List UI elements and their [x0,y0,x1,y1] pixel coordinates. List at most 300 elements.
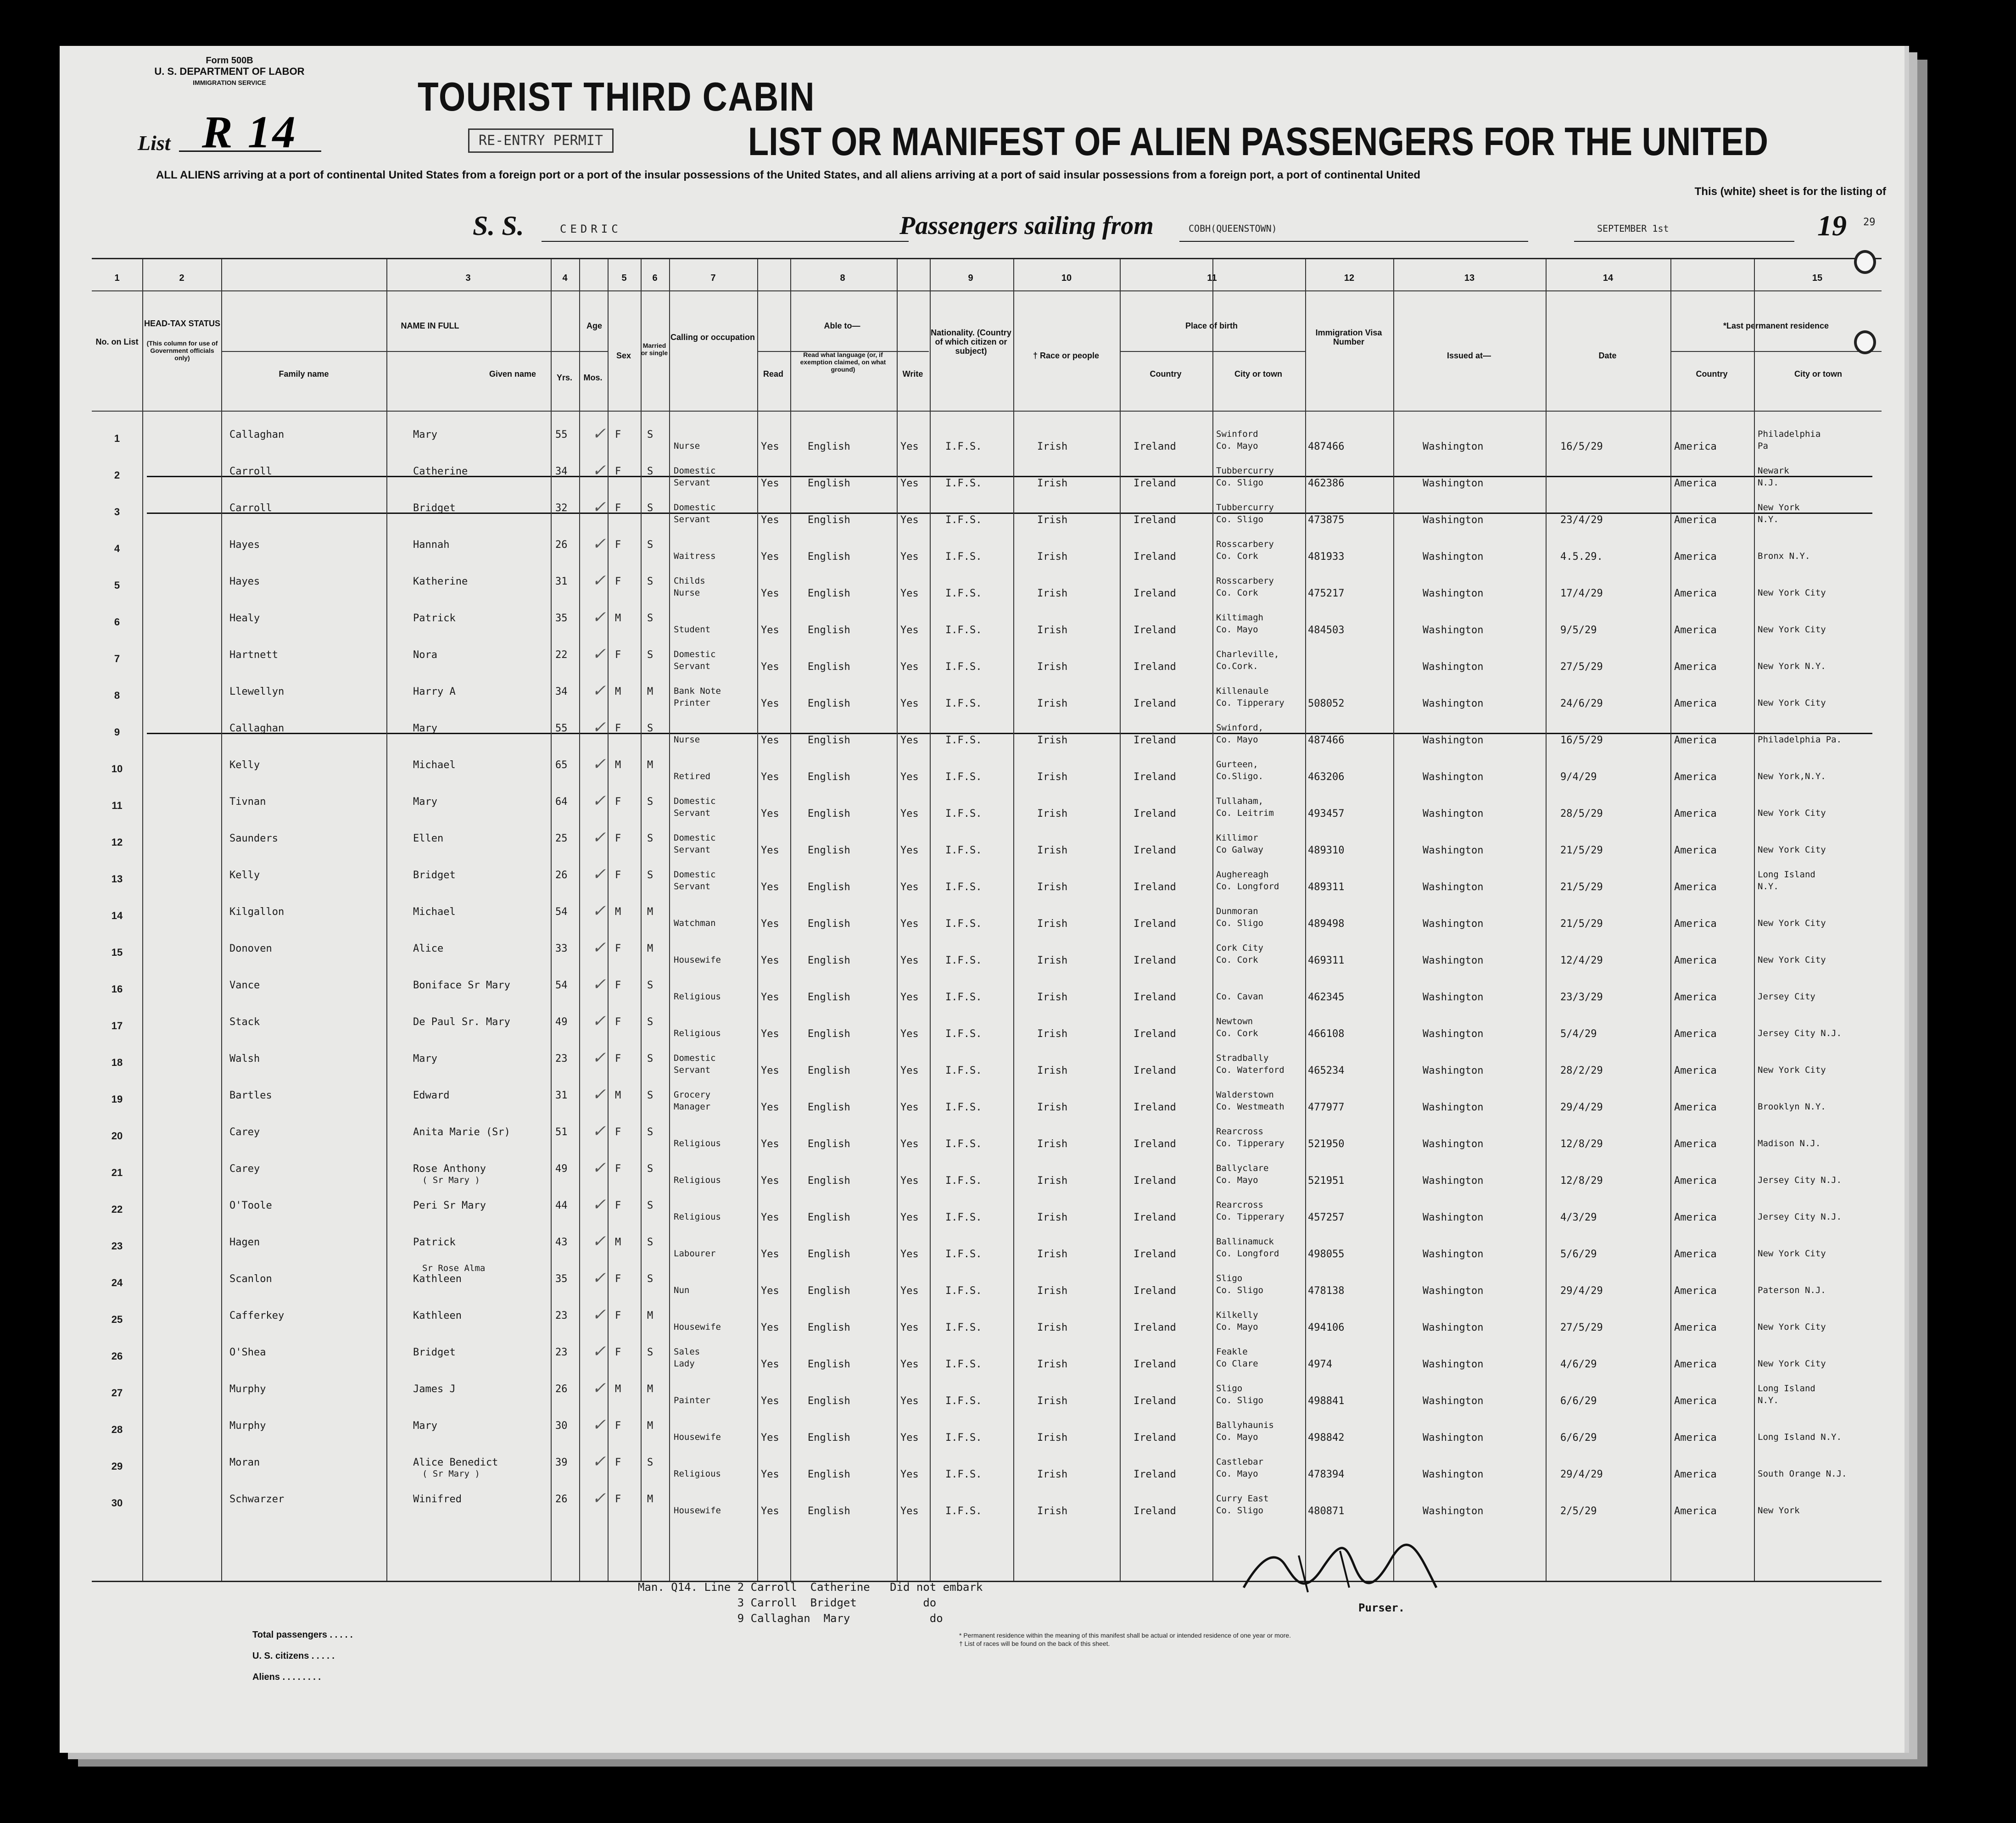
cell-sex: F [615,502,621,514]
cell-ms: S [647,1126,653,1138]
cell-visa: 466108 [1308,1028,1345,1040]
cell-date: 21/5/29 [1560,845,1603,856]
cell-age: 55 [555,429,568,440]
cell-city2: Co. Sligo [1216,1505,1263,1516]
cell-given: Patrick [413,1237,456,1248]
cell-occ2: Housewife [674,955,721,965]
cell-no: 19 [111,1093,123,1105]
column-rule [142,259,143,1581]
cell-sex: F [615,1347,621,1358]
cell-date: 27/5/29 [1560,661,1603,673]
cell-country: Ireland [1134,1175,1176,1187]
subheader-rule [757,351,929,352]
cell-city1: Stradbally [1216,1053,1269,1063]
cell-given: Mary [413,723,437,734]
cell-ms: S [647,539,653,551]
cell-race: Irish [1037,551,1068,563]
cell-issued: Washington [1423,624,1484,636]
cell-rcountry: America [1674,441,1717,452]
cell-rcountry: America [1674,1249,1717,1260]
cell-occ2: Nurse [674,588,700,598]
cell-date: 12/8/29 [1560,1175,1603,1187]
cell-occ2: Religious [674,1469,721,1479]
cell-race: Irish [1037,624,1068,636]
cell-issued: Washington [1423,1359,1484,1370]
cell-visa: 498841 [1308,1395,1345,1407]
department: U. S. DEPARTMENT OF LABOR [154,66,305,77]
cell-occ2: Manager [674,1102,711,1112]
cell-rcity2: New York,N.Y. [1758,771,1826,781]
cell-ms: M [647,1310,653,1321]
cell-occ1: Childs [674,576,705,586]
cell-family: Kelly [229,759,260,771]
cell-write: Yes [900,1028,919,1040]
cell-rcity2: New York [1758,1505,1800,1516]
cell-read: Yes [761,771,779,783]
cell-write: Yes [900,808,919,820]
column-rule [1546,259,1547,1581]
cell-rcity2: South Orange N.J. [1758,1469,1847,1479]
us-citizens-label: U. S. citizens . . . . . [252,1651,335,1661]
cell-rcountry: America [1674,1322,1717,1333]
cell-city1: Feakle [1216,1347,1248,1357]
cell-sex: M [615,906,621,918]
column-number: 6 [652,273,658,283]
cell-no: 28 [111,1424,123,1435]
cell-read: Yes [761,1028,779,1040]
cell-write: Yes [900,1322,919,1333]
cell-given: Edward [413,1090,450,1101]
cell-age: 23 [555,1310,568,1321]
cell-occ2: Servant [674,661,711,671]
cell-nat: I.F.S. [945,661,982,673]
cell-lang: English [808,881,850,893]
embark-note-line-3: 9 Callaghan Mary do [638,1612,943,1625]
cell-country: Ireland [1134,588,1176,599]
cell-lang: English [808,918,850,930]
cell-nat: I.F.S. [945,1102,982,1113]
cell-race: Irish [1037,588,1068,599]
col-read-header: Read [763,369,783,379]
cell-country: Ireland [1134,1138,1176,1150]
check-mark: ✓ [592,1195,606,1214]
cell-read: Yes [761,1249,779,1260]
cell-ms: S [647,502,653,514]
cell-issued: Washington [1423,551,1484,563]
passenger-row [92,1264,1882,1300]
check-mark: ✓ [592,1416,606,1434]
cell-city2: Co. Tipperary [1216,1212,1284,1222]
cell-issued: Washington [1423,1102,1484,1113]
cell-sex: F [615,1310,621,1321]
cell-ms: S [647,1016,653,1028]
cell-rcity2: Philadelphia Pa. [1758,735,1842,745]
check-mark: ✓ [592,571,606,590]
column-rule [579,259,580,1581]
cell-read: Yes [761,624,779,636]
cell-date: 21/5/29 [1560,918,1603,930]
cell-race: Irish [1037,1175,1068,1187]
sailing-label: Passengers sailing from [899,212,1154,240]
column-number: 13 [1464,273,1475,283]
passenger-row [92,1227,1882,1264]
cell-read: Yes [761,992,779,1003]
cell-no: 22 [111,1204,123,1215]
cell-visa: 489311 [1308,881,1345,893]
cell-date: 16/5/29 [1560,735,1603,746]
cell-family: Hagen [229,1237,260,1248]
cell-visa: 487466 [1308,735,1345,746]
column-rule [551,259,552,1581]
cell-sex: M [615,686,621,697]
cell-sex: F [615,1457,621,1468]
cell-write: Yes [900,1432,919,1444]
cell-sex: F [615,1200,621,1211]
cell-no: 27 [111,1387,123,1399]
cell-rcity2: New York City [1758,918,1826,928]
check-mark: ✓ [592,865,606,884]
check-mark: ✓ [592,535,606,553]
cell-visa: 477977 [1308,1102,1345,1113]
cell-race: Irish [1037,918,1068,930]
cell-lang: English [808,698,850,709]
cell-age: 54 [555,980,568,991]
cell-visa: 465234 [1308,1065,1345,1076]
subheader-rule [1670,351,1882,352]
cell-no: 3 [114,506,120,518]
cell-age: 49 [555,1016,568,1028]
cell-ms: S [647,649,653,661]
cell-nat: I.F.S. [945,1359,982,1370]
cell-visa: 489498 [1308,918,1345,930]
purser-label: Purser. [1358,1601,1405,1614]
cell-date: 6/6/29 [1560,1432,1597,1444]
cell-family: Moran [229,1457,260,1468]
cell-read: Yes [761,1138,779,1150]
col-visa-header: Immigration Visa Number [1315,328,1382,346]
cell-lang: English [808,1322,850,1333]
cell-visa: 4974 [1308,1359,1332,1370]
cell-sex: F [615,1053,621,1065]
cell-occ1: Domestic [674,870,716,880]
cell-read: Yes [761,881,779,893]
cell-occ2: Housewife [674,1322,721,1332]
cell-rcountry: America [1674,514,1717,526]
cell-read: Yes [761,1285,779,1297]
check-mark: ✓ [592,1159,606,1177]
col-mos-header: Mos. [583,373,603,382]
cell-country: Ireland [1134,1285,1176,1297]
cell-rcity2: New York City [1758,1249,1826,1259]
col-married-header: Married or single [641,342,668,357]
cell-city1: Kilkelly [1216,1310,1258,1320]
cell-write: Yes [900,1212,919,1223]
cell-given-2: ( Sr Mary ) [422,1175,480,1185]
column-rule [608,259,609,1581]
cell-issued: Washington [1423,1285,1484,1297]
subheader-rule [221,351,551,352]
cell-lang: English [808,441,850,452]
cell-issued: Washington [1423,1395,1484,1407]
cell-ms: S [647,723,653,734]
cell-city1: Kiltimagh [1216,613,1263,623]
cell-write: Yes [900,735,919,746]
cell-occ2: Servant [674,514,711,524]
col-write-header: Write [902,369,923,379]
header-rule [92,411,1882,412]
cell-write: Yes [900,992,919,1003]
cell-city2: Co. Longford [1216,881,1279,892]
cell-country: Ireland [1134,881,1176,893]
cell-age: 35 [555,613,568,624]
cell-city1: Rearcross [1216,1126,1263,1137]
cell-race: Irish [1037,1432,1068,1444]
cell-city2: Co. Leitrim [1216,808,1274,818]
footnotes [959,1631,1291,1648]
cell-date: 9/4/29 [1560,771,1597,783]
cell-visa: 457257 [1308,1212,1345,1223]
cell-lang: English [808,1249,850,1260]
passenger-row [92,420,1882,456]
cell-no: 6 [114,616,120,628]
cell-write: Yes [900,1469,919,1480]
cell-age: 34 [555,686,568,697]
cell-family: Kilgallon [229,906,285,918]
cell-rcity2: New York City [1758,808,1826,818]
cell-city2: Co. Mayo [1216,1432,1258,1442]
passenger-row [92,1191,1882,1227]
cell-city1: Ballyhaunis [1216,1420,1274,1430]
cell-lang: English [808,845,850,856]
cell-occ1: Domestic [674,1053,716,1063]
cell-race: Irish [1037,661,1068,673]
cell-rcountry: America [1674,1028,1717,1040]
cell-issued: Washington [1423,698,1484,709]
passenger-row [92,1007,1882,1043]
cell-occ2: Nun [674,1285,690,1295]
column-rule [1212,259,1213,1581]
cell-visa: 478138 [1308,1285,1345,1297]
cell-occ2: Student [674,624,711,635]
cell-lang: English [808,661,850,673]
check-mark: ✓ [592,1452,606,1471]
cell-write: Yes [900,845,919,856]
cell-family: Schwarzer [229,1494,285,1505]
cell-lang: English [808,1065,850,1076]
cell-given-2: ( Sr Mary ) [422,1469,480,1479]
cell-occ2: Religious [674,1212,721,1222]
col-issued-header: Issued at— [1446,351,1491,360]
col-headtax-note: (This column for use of Government officials only) [146,340,218,362]
check-mark: ✓ [592,1048,606,1067]
cell-no: 16 [111,983,123,995]
passenger-row [92,897,1882,933]
cell-issued: Washington [1423,992,1484,1003]
cell-rcity2: N.Y. [1758,1395,1779,1405]
manifest-subtitle-2: This (white) sheet is for the listing of [1694,185,1886,198]
cell-visa: 475217 [1308,588,1345,599]
cell-given: De Paul Sr. Mary [413,1016,510,1028]
cell-race: Irish [1037,441,1068,452]
passenger-row [92,640,1882,676]
cell-age: 54 [555,906,568,918]
cell-rcity2: Jersey City [1758,992,1815,1002]
passenger-row [92,493,1882,530]
cell-rcity1: Philadelphia [1758,429,1821,439]
cell-read: Yes [761,661,779,673]
cell-country: Ireland [1134,1432,1176,1444]
cell-lang: English [808,1212,850,1223]
cell-read: Yes [761,698,779,709]
cell-lang: English [808,1359,850,1370]
cell-city1: Newtown [1216,1016,1253,1026]
manifest-subtitle: ALL ALIENS arriving at a port of continental United States from a foreign port or a port of the insular possessions of the United States, and all aliens arriving at a port of said insular possessions from a foreign port, a port of continental United [156,169,1421,181]
cell-rcountry: America [1674,808,1717,820]
cell-read: Yes [761,441,779,452]
cell-race: Irish [1037,698,1068,709]
date-underline [1574,241,1794,242]
ss-label: S. S. [473,211,524,241]
cell-city1: Curry East [1216,1494,1269,1504]
column-number: 7 [710,273,716,283]
cell-country: Ireland [1134,1028,1176,1040]
cell-occ2: Religious [674,1175,721,1185]
cell-occ2: Printer [674,698,711,708]
cell-rcountry: America [1674,1065,1717,1076]
cell-write: Yes [900,1102,919,1113]
cell-write: Yes [900,771,919,783]
cell-family: O'Shea [229,1347,266,1358]
cell-age: 44 [555,1200,568,1211]
cell-occ2: Housewife [674,1505,721,1516]
cell-write: Yes [900,1138,919,1150]
cell-lang: English [808,1102,850,1113]
cell-issued: Washington [1423,441,1484,452]
cell-given: Mary [413,1053,437,1065]
cell-no: 8 [114,690,120,701]
cell-ms: M [647,1494,653,1505]
cell-rcountry: America [1674,1212,1717,1223]
cell-ms: M [647,686,653,697]
cell-no: 20 [111,1130,123,1142]
column-number: 4 [562,273,568,283]
cell-family: Cafferkey [229,1310,285,1321]
manifest-title: LIST OR MANIFEST OF ALIEN PASSENGERS FOR THE UNITED [748,120,1768,164]
cell-no: 2 [114,469,120,481]
cell-date: 2/5/29 [1560,1505,1597,1517]
sailing-date: SEPTEMBER 1st [1597,223,1669,234]
cell-rcity2: New York City [1758,624,1826,635]
cell-occ1: Domestic [674,833,716,843]
column-rule [897,259,898,1581]
cell-city2: Co.Sligo. [1216,771,1263,781]
cell-city2: Co.Cork. [1216,661,1258,671]
cell-read: Yes [761,735,779,746]
check-mark: ✓ [592,1269,606,1288]
cell-issued: Washington [1423,1138,1484,1150]
cell-age: 31 [555,576,568,587]
col-family-header: Family name [279,369,329,379]
cell-occ2: Servant [674,808,711,818]
cell-lang: English [808,992,850,1003]
cell-rcity2: New York City [1758,698,1826,708]
cell-rcity2: Brooklyn N.Y. [1758,1102,1826,1112]
cell-family: Llewellyn [229,686,285,697]
cell-read: Yes [761,1505,779,1517]
cell-nat: I.F.S. [945,1432,982,1444]
cell-nat: I.F.S. [945,698,982,709]
cell-visa: 478394 [1308,1469,1345,1480]
cell-occ2: Servant [674,478,711,488]
cell-given: Michael [413,906,456,918]
cell-ms: S [647,613,653,624]
cell-given: Michael [413,759,456,771]
cell-given: Rose Anthony [413,1163,486,1175]
cell-ms: S [647,466,653,477]
cell-visa: 480871 [1308,1505,1345,1517]
cell-age: 43 [555,1237,568,1248]
cell-ms: M [647,1420,653,1432]
cell-visa: 473875 [1308,514,1345,526]
passenger-row [92,1448,1882,1484]
footnote-races: † List of races will be found on the back of this sheet. [959,1640,1110,1647]
cell-country: Ireland [1134,845,1176,856]
col-readlang-header: Read what language (or, if exemption claimed, on what ground) [800,351,886,373]
year-suffix: 29 [1863,217,1876,228]
column-rule [1120,259,1121,1581]
cell-country: Ireland [1134,955,1176,966]
cell-city2: Co. Tipperary [1216,698,1284,708]
cell-rcity1: Long Island [1758,870,1815,880]
cell-read: Yes [761,845,779,856]
passenger-table [92,258,1882,1582]
cell-date: 17/4/29 [1560,588,1603,599]
cell-race: Irish [1037,1285,1068,1297]
cell-date: 5/4/29 [1560,1028,1597,1040]
cell-write: Yes [900,1065,919,1076]
col-nationality-header: Nationality. (Country of which citizen or subject) [931,328,1011,356]
cell-rcountry: America [1674,478,1717,489]
cell-given: Alice Benedict [413,1457,498,1468]
cell-date: 23/4/29 [1560,514,1603,526]
check-mark: ✓ [592,902,606,920]
col-birth-header: Place of birth [1185,321,1238,330]
cell-date: 29/4/29 [1560,1102,1603,1113]
cell-given: Katherine [413,576,468,587]
column-number: 15 [1812,273,1823,283]
cell-no: 24 [111,1277,123,1288]
column-rule [1393,259,1394,1581]
cell-country: Ireland [1134,624,1176,636]
cell-race: Irish [1037,771,1068,783]
cell-date: 29/4/29 [1560,1469,1603,1480]
cell-nat: I.F.S. [945,735,982,746]
form-header [142,55,317,88]
cell-issued: Washington [1423,588,1484,599]
manifest-sheet [60,46,1909,1753]
cell-no: 21 [111,1167,123,1178]
column-number: 5 [621,273,627,283]
cell-race: Irish [1037,478,1068,489]
cell-sex: F [615,833,621,844]
cell-city2: Co. Mayo [1216,1175,1258,1185]
cell-country: Ireland [1134,771,1176,783]
passenger-row [92,934,1882,970]
cell-no: 23 [111,1240,123,1252]
cell-family: Saunders [229,833,278,844]
cell-write: Yes [900,551,919,563]
service: IMMIGRATION SERVICE [193,79,266,86]
